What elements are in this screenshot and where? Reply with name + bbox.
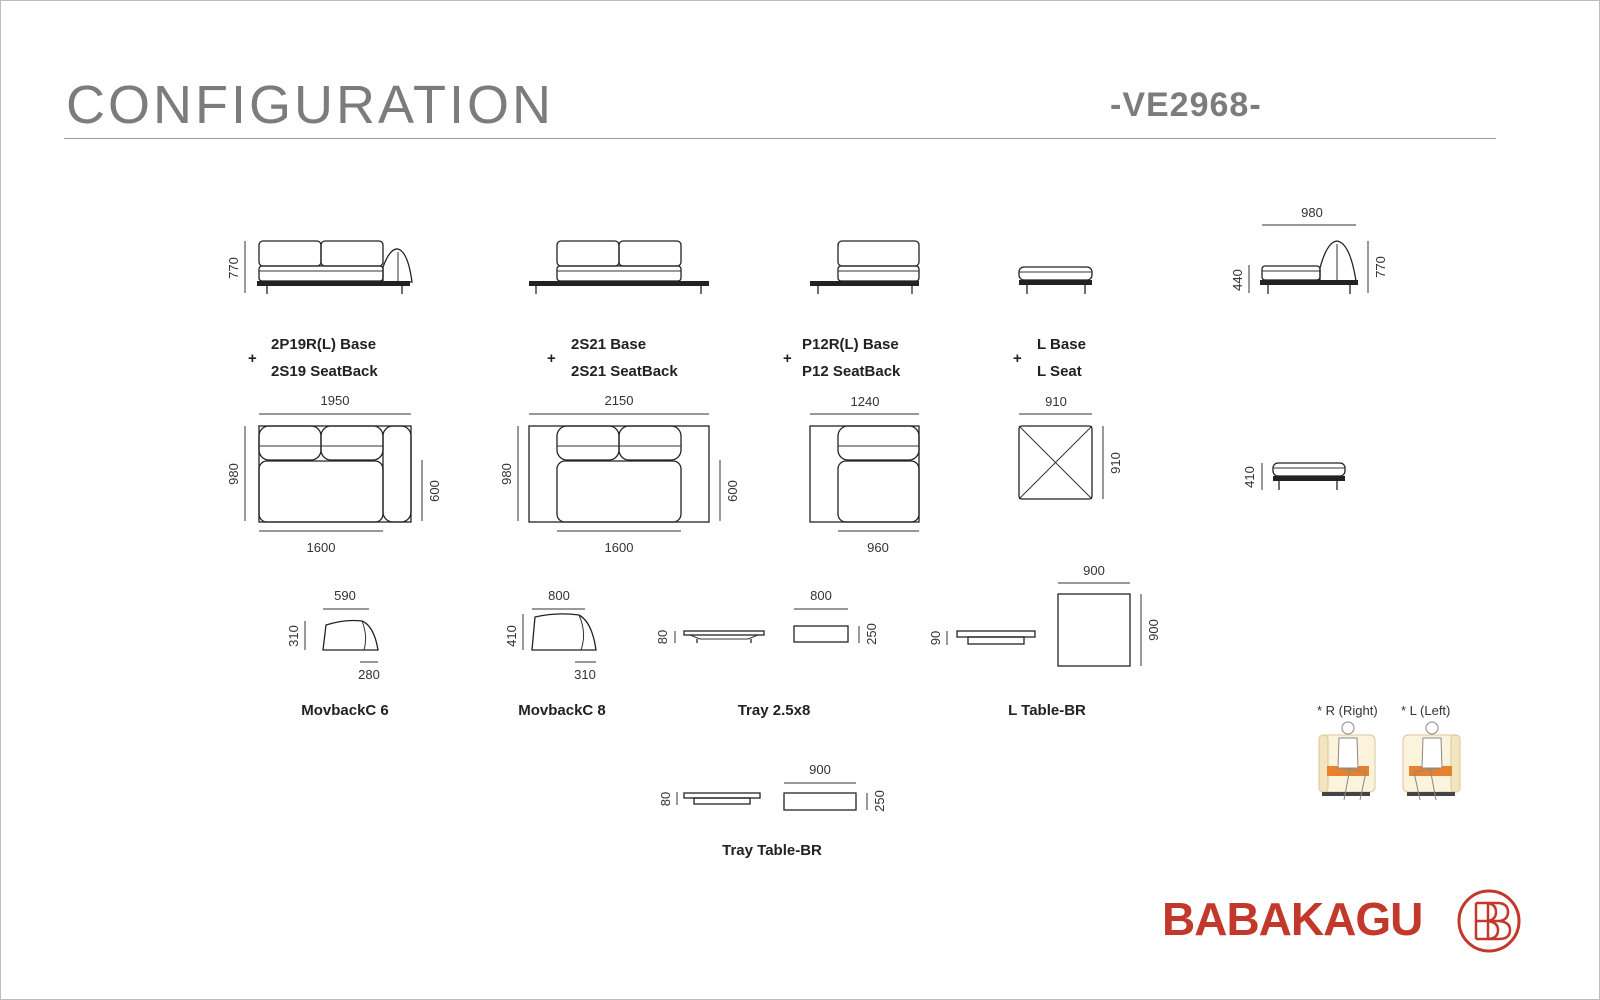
orientation-right-label: * R (Right): [1317, 703, 1378, 718]
dim-2p19-seat-width: 1600: [306, 540, 336, 555]
dim-tray25x8-width: 800: [810, 588, 832, 603]
module-p12-seat-name: P12 SeatBack: [802, 363, 901, 380]
module-p12-side-view: [810, 241, 919, 294]
module-2p19-seat-name: 2S19 SeatBack: [271, 363, 378, 380]
module-2s21-seat-name: 2S21 SeatBack: [571, 363, 678, 380]
dim-ltable-height: 90: [928, 630, 943, 646]
module-2s21-side-view: [529, 241, 709, 294]
brand-logo: BABAKAGU: [1162, 893, 1423, 945]
accessory-traytable: [658, 762, 887, 859]
dim-2s21-depth: 980: [499, 463, 514, 485]
dim-2s21-width: 2150: [604, 393, 634, 408]
module-2p19-side-view: [226, 241, 412, 294]
accessory-traytable-name: Tray Table-BR: [722, 842, 822, 859]
dim-ltable-width: 900: [1083, 563, 1105, 578]
dim-traytable-height: 80: [658, 791, 673, 807]
module-l-base-name: L Base: [1037, 336, 1086, 353]
orientation-left-label: * L (Left): [1401, 703, 1451, 718]
dim-l-depth: 910: [1108, 452, 1123, 474]
accessory-movbackc8: [504, 588, 606, 719]
accessory-movbackc8-name: MovbackC 8: [518, 702, 606, 719]
module-l-plan-view: [1019, 394, 1123, 499]
dim-tray25x8-depth: 250: [864, 623, 879, 645]
dim-movbackc8-height: 410: [504, 625, 519, 647]
accessory-movbackc6: [286, 588, 389, 719]
module-p12-base-name: P12R(L) Base: [802, 336, 899, 353]
dim-ottoman-height: 410: [1242, 466, 1257, 488]
dim-movbackc8-width: 800: [548, 588, 570, 603]
orientation-right-illustration: [1317, 703, 1378, 800]
orientation-left-illustration: [1401, 703, 1460, 800]
plus-sign: +: [248, 350, 257, 367]
accessory-ltable-name: L Table-BR: [1008, 702, 1086, 719]
accessory-tray25x8: [655, 588, 879, 719]
dim-2p19-depth: 980: [226, 463, 241, 485]
module-l-side-view: [1019, 267, 1092, 294]
module-2p19-base-name: 2P19R(L) Base: [271, 336, 377, 353]
dim-2s21-seat-width: 1600: [604, 540, 634, 555]
dim-l-width: 910: [1045, 394, 1067, 409]
plus-sign: +: [783, 350, 792, 367]
module-ottoman-side-view: [1242, 463, 1345, 490]
accessory-movbackc6-name: MovbackC 6: [301, 702, 389, 719]
dim-p12-seat-width: 960: [867, 540, 889, 555]
module-l-label: [1013, 336, 1086, 380]
dim-chaise-width: 980: [1301, 205, 1323, 220]
module-p12-plan-view: [810, 394, 919, 555]
dim-traytable-depth: 250: [872, 790, 887, 812]
dim-2p19-height: 770: [226, 257, 241, 279]
accessory-ltable: [928, 563, 1161, 719]
module-p12-label: [783, 336, 901, 380]
dim-p12-width: 1240: [850, 394, 880, 409]
page-title: CONFIGURATION: [66, 75, 554, 135]
plus-sign: +: [547, 350, 556, 367]
dim-movbackc6-height: 310: [286, 625, 301, 647]
dim-2p19-seat-depth: 600: [427, 480, 442, 502]
model-number: -VE2968-: [1110, 86, 1262, 124]
dim-chaise-back-height: 770: [1373, 256, 1388, 278]
module-2s21-base-name: 2S21 Base: [571, 336, 647, 353]
module-2p19-plan-view: [226, 393, 442, 555]
dim-ltable-depth: 900: [1146, 619, 1161, 641]
module-l-seat-name: L Seat: [1037, 363, 1082, 380]
dim-chaise-seat-height: 440: [1230, 269, 1245, 291]
accessory-tray25x8-name: Tray 2.5x8: [737, 702, 811, 719]
dim-movbackc8-base: 310: [574, 667, 596, 682]
bb-monogram-icon: [1459, 891, 1519, 951]
module-2s21-label: [547, 336, 678, 380]
dim-2s21-seat-depth: 600: [725, 480, 740, 502]
dim-2p19-width: 1950: [320, 393, 350, 408]
module-2p19-label: [248, 336, 378, 380]
dim-tray25x8-height: 80: [655, 629, 670, 645]
plus-sign: +: [1013, 350, 1022, 367]
dim-movbackc6-base: 280: [358, 667, 380, 682]
module-chaise-side-view: [1230, 205, 1388, 294]
module-2s21-plan-view: [499, 393, 740, 555]
dim-traytable-width: 900: [809, 762, 831, 777]
dim-movbackc6-width: 590: [334, 588, 356, 603]
